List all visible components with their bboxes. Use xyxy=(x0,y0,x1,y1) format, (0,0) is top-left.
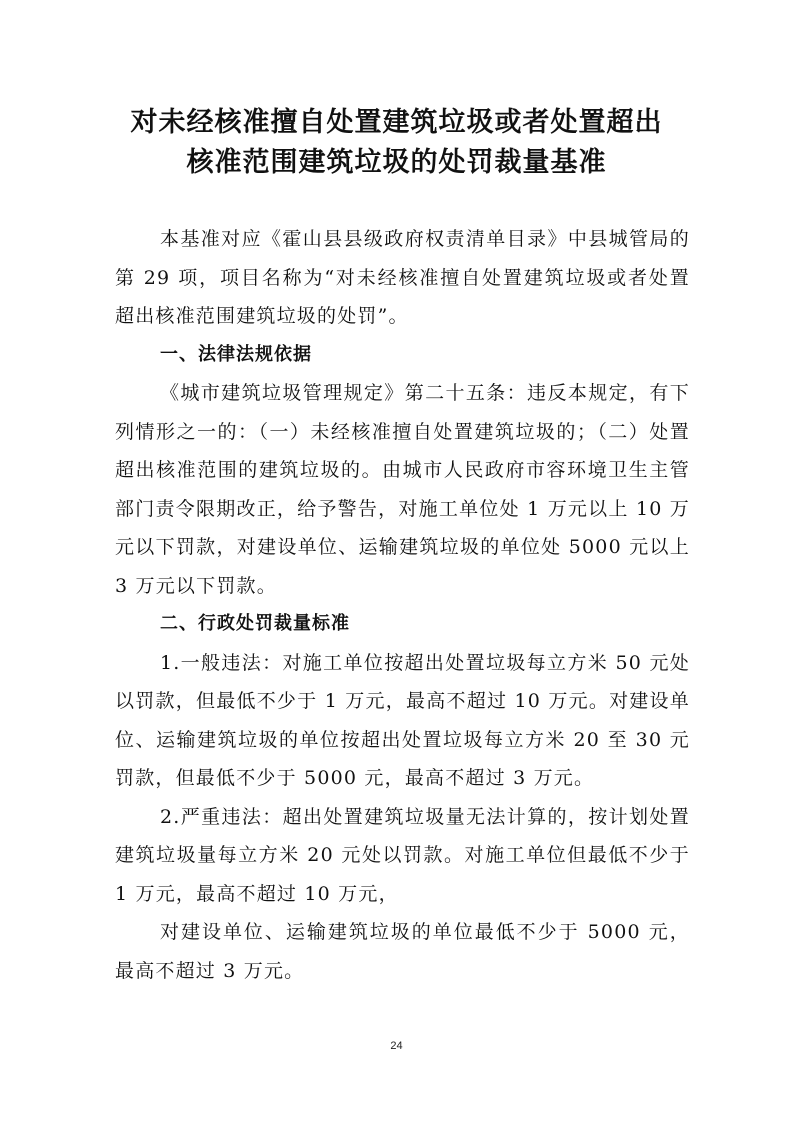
legal-basis-paragraph: 《城市建筑垃圾管理规定》第二十五条：违反本规定，有下列情形之一的：（一）未经核准擅自处置建筑垃圾的；（二）处置超出核准范围的建筑垃圾的。由城市人民政府市容环境卫生主管部门责令限期改正，给予警告，对施工单位处 1 万元以上 10 万元以下罚款，对建设单位、运输建筑垃圾的单位处 5000 元以上 3 万元以下罚款。 xyxy=(115,382,690,597)
general-violation-paragraph: 1.一般违法：对施工单位按超出处置垃圾每立方米 50 元处以罚款，但最低不少于 1 万元，最高不超过 10 万元。对建设单位、运输建筑垃圾的单位按超出处置垃圾每立方米 20 至 30 元罚款，但最低不少于 5000 元，最高不超过 3 万元。 xyxy=(115,651,690,789)
document-title-line-1: 对未经核准擅自处置建筑垃圾或者处置超出 xyxy=(130,107,663,138)
section-heading-penalty-standard: 二、行政处罚裁量标准 xyxy=(160,613,350,634)
serious-violation-continued-paragraph: 对建设单位、运输建筑垃圾的单位最低不少于 5000 元，最高不超过 3 万元。 xyxy=(115,921,690,982)
serious-violation-paragraph: 2.严重违法：超出处置建筑垃圾量无法计算的，按计划处置建筑垃圾量每立方米 20 元处以罚款。对施工单位但最低不少于 1 万元，最高不超过 10 万元， xyxy=(115,805,690,905)
document-title-line-2: 核准范围建筑垃圾的处罚裁量基准 xyxy=(186,147,607,178)
page-number: 24 xyxy=(390,1040,403,1052)
intro-paragraph: 本基准对应《霍山县县级政府权责清单目录》中县城管局的第 29 项，项目名称为“对未经核准擅自处置建筑垃圾或者处置超出核准范围建筑垃圾的处罚”。 xyxy=(115,228,690,327)
document-body xyxy=(115,220,690,990)
section-heading-legal-basis: 一、法律法规依据 xyxy=(160,343,312,365)
